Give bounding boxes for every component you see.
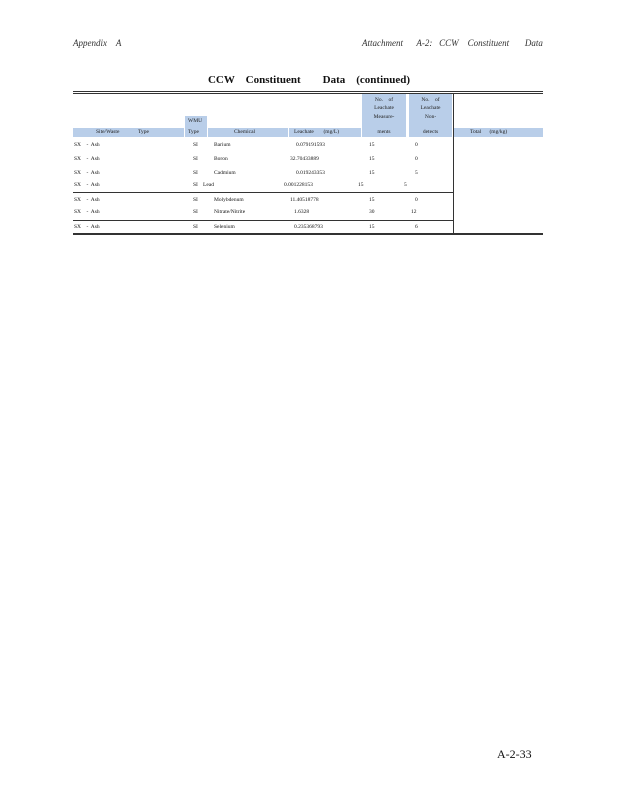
running-header-right: Attachment A-2: CCW Constituent Data: [362, 38, 543, 48]
row-2-chemical: Boron: [214, 156, 228, 162]
row-3-site: SX - Ash: [74, 170, 100, 176]
row-6-leachate: 1.6328: [294, 209, 310, 215]
row-7-nondet: 6: [415, 224, 418, 230]
row-1-chemical: Barium: [214, 142, 231, 148]
row-1-leachate: 0.079191593: [296, 142, 325, 148]
row-4-wmu: SI: [193, 182, 198, 188]
table-title: CCW Constituent Data (continued): [207, 74, 411, 86]
row-4-site: SX - Ash: [74, 182, 100, 188]
row-1-wmu: SI: [193, 142, 198, 148]
row-4-leachate: 0.001228153: [284, 182, 313, 188]
table-bottom-rule: [73, 233, 543, 235]
row-2-nondet: 0: [415, 156, 418, 162]
row-4-meas: 15: [358, 182, 364, 188]
page-number: A-2-33: [497, 747, 532, 761]
col-header-chemical: Chemical: [234, 129, 256, 135]
col-header-nondet-1: No. of: [421, 97, 440, 103]
row-1-nondet: 0: [415, 142, 418, 148]
row-7-meas: 15: [369, 224, 375, 230]
col-header-meas-4: ments: [377, 129, 391, 135]
row-7-leachate: 0.235368793: [294, 224, 323, 230]
table-top-rule-2: [73, 93, 543, 94]
row-3-wmu: SI: [193, 170, 198, 176]
row-5-site: SX - Ash: [74, 197, 100, 203]
row-5-leachate: 11.40518778: [290, 197, 319, 203]
row-7-wmu: SI: [193, 224, 198, 230]
row-2-leachate: 32.70433889: [290, 156, 319, 162]
row-5-chemical: Molybdenum: [214, 197, 244, 203]
col-header-wmu: WMU: [188, 118, 203, 124]
row-2-meas: 15: [369, 156, 375, 162]
row-3-leachate: 0.019243353: [296, 170, 325, 176]
row-3-nondet: 5: [415, 170, 418, 176]
row-1-meas: 15: [369, 142, 375, 148]
col-header-meas-2: Leachate: [374, 105, 394, 111]
row-6-chemical: Nitrate/Nitrite: [214, 209, 246, 215]
group-separator-rule: [73, 192, 453, 193]
row-6-wmu: SI: [193, 209, 198, 215]
row-4-nondet: 5: [404, 182, 407, 188]
row-6-site: SX - Ash: [74, 209, 100, 215]
col-header-nondet-2: Leachate: [420, 105, 441, 111]
row-3-chemical: Cadmium: [214, 170, 236, 176]
row-separator-rule: [73, 220, 453, 221]
row-5-meas: 15: [369, 197, 375, 203]
row-6-nondet: 12: [411, 209, 417, 215]
col-header-leachate: Leachate (mg/L): [294, 129, 340, 135]
col-header-site-waste: Site/Waste: [96, 129, 120, 135]
col-header-meas-3: Measure-: [373, 114, 395, 120]
row-6-meas: 30: [369, 209, 375, 215]
total-column-divider: [453, 94, 454, 234]
col-header-type: Type: [138, 129, 149, 135]
row-7-site: SX - Ash: [74, 224, 100, 230]
col-header-meas-1: No. of: [374, 97, 394, 103]
col-header-total: Total (mg/kg): [470, 129, 508, 135]
row-3-meas: 15: [369, 170, 375, 176]
header-band-site: [73, 128, 184, 137]
row-2-wmu: SI: [193, 156, 198, 162]
row-1-site: SX - Ash: [74, 142, 100, 148]
row-2-site: SX - Ash: [74, 156, 100, 162]
row-5-wmu: SI: [193, 197, 198, 203]
col-header-nondet-3: Non-: [424, 114, 437, 120]
row-7-chemical: Selenium: [214, 224, 235, 230]
table-top-rule: [73, 91, 543, 92]
col-header-wmu-type: Type: [188, 129, 199, 135]
row-5-nondet: 0: [415, 197, 418, 203]
running-header-left: Appendix A: [73, 38, 122, 48]
col-header-nondet-4: detects: [422, 129, 439, 135]
row-4-chemical: Lead: [203, 182, 214, 188]
